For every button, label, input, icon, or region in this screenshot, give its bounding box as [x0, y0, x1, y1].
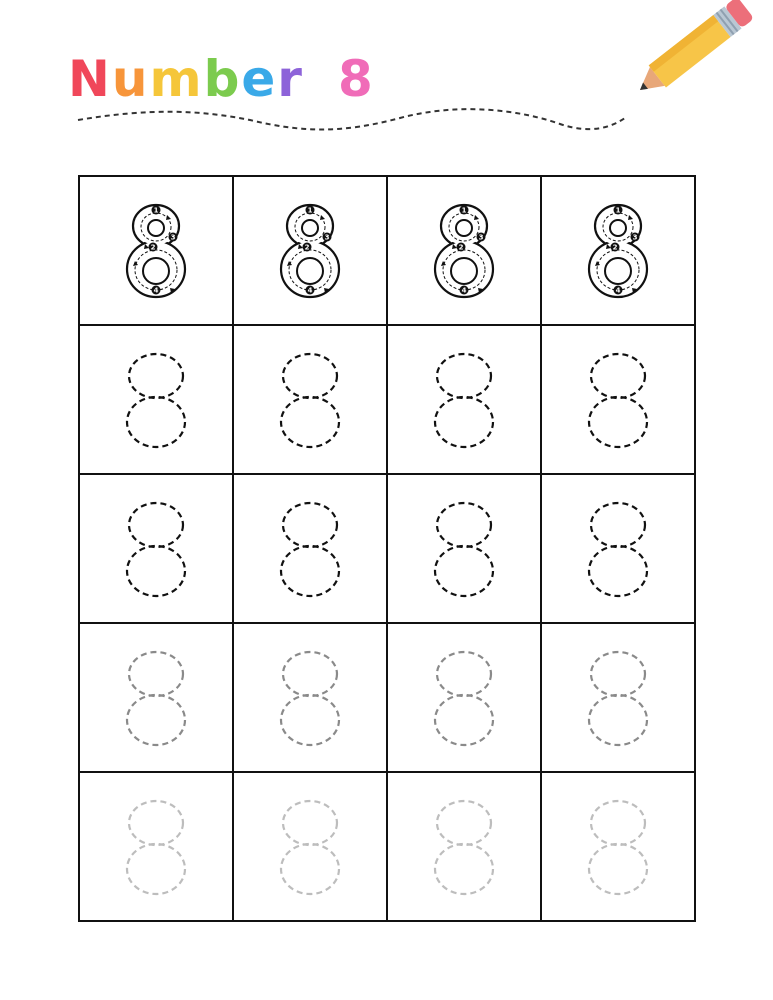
dashed-eight-tracing — [275, 499, 345, 599]
stroke-number-label: 3 — [170, 233, 176, 241]
eight-bottom-loop — [127, 397, 185, 447]
tracing-cell — [542, 177, 696, 326]
eight-top-loop — [437, 801, 491, 845]
dashed-eight-tracing — [429, 350, 499, 450]
tracing-cell — [234, 475, 388, 624]
eight-top-loop — [437, 652, 491, 696]
tracing-cell — [80, 773, 234, 922]
stroke-number-label: 4 — [615, 286, 621, 294]
title-number: 8 — [337, 50, 375, 108]
eight-top-loop — [129, 801, 183, 845]
eight-bottom-loop — [127, 546, 185, 596]
tracing-cell — [234, 624, 388, 773]
dashed-eight-tracing — [429, 797, 499, 897]
stroke-number-label: 2 — [304, 243, 310, 251]
stroke-number-label: 1 — [307, 206, 313, 214]
title-letter-m: m — [149, 50, 204, 108]
eight-bottom-loop — [589, 397, 647, 447]
eight-bottom-loop — [435, 546, 493, 596]
eight-top-loop — [437, 354, 491, 398]
dashed-eight-tracing — [583, 797, 653, 897]
eight-bottom-loop — [435, 844, 493, 894]
eight-bottom-loop — [281, 546, 339, 596]
tracing-cell — [234, 177, 388, 326]
eight-top-loop — [591, 801, 645, 845]
guide-eight-icon — [585, 201, 651, 301]
guide-eight-icon — [431, 201, 497, 301]
dashed-eight-tracing — [583, 499, 653, 599]
eight-bottom-loop — [589, 695, 647, 745]
eight-bottom-loop — [127, 695, 185, 745]
stroke-number-label: 4 — [307, 286, 313, 294]
title-letter-u: u — [111, 50, 150, 108]
tracing-cell — [80, 475, 234, 624]
eight-bottom-loop — [589, 546, 647, 596]
tracing-cell — [234, 326, 388, 475]
eight-top-loop — [129, 652, 183, 696]
tracing-cell — [542, 326, 696, 475]
title-letter-n: N — [68, 50, 112, 108]
eight-top-loop — [283, 354, 337, 398]
tracing-cell — [388, 326, 542, 475]
dashed-eight-tracing — [275, 797, 345, 897]
eight-bottom-loop — [281, 397, 339, 447]
stroke-number-label: 4 — [153, 286, 159, 294]
stroke-number-label: 1 — [615, 206, 621, 214]
guide-eight-icon — [123, 201, 189, 301]
dashed-eight-tracing — [121, 499, 191, 599]
eight-bottom-loop — [281, 844, 339, 894]
title-letter-e: e — [241, 50, 278, 108]
eight-bottom-loop — [435, 397, 493, 447]
eight-bottom-loop — [127, 844, 185, 894]
tracing-cell — [542, 773, 696, 922]
tracing-cell — [388, 773, 542, 922]
dashed-eight-tracing — [121, 350, 191, 450]
eight-top-loop — [129, 503, 183, 547]
tracing-cell — [234, 773, 388, 922]
tracing-cell — [80, 624, 234, 773]
tracing-cell — [388, 177, 542, 326]
dashed-eight-tracing — [275, 648, 345, 748]
eight-bottom-loop — [435, 695, 493, 745]
dashed-eight-tracing — [583, 350, 653, 450]
tracing-cell — [388, 624, 542, 773]
stroke-number-label: 1 — [153, 206, 159, 214]
stroke-number-label: 1 — [461, 206, 467, 214]
eight-top-loop — [591, 354, 645, 398]
dashed-eight-tracing — [429, 499, 499, 599]
tracing-cell — [80, 326, 234, 475]
stroke-number-label: 4 — [461, 286, 467, 294]
title-letter-r: r — [277, 50, 304, 108]
eight-bottom-loop — [281, 695, 339, 745]
dashed-eight-tracing — [121, 797, 191, 897]
tracing-cell — [80, 177, 234, 326]
page-title — [68, 44, 375, 114]
stroke-number-label: 3 — [478, 233, 484, 241]
dashed-eight-tracing — [275, 350, 345, 450]
eight-bottom-loop — [589, 844, 647, 894]
eight-top-loop — [129, 354, 183, 398]
dashed-eight-tracing — [429, 648, 499, 748]
dashed-eight-tracing — [583, 648, 653, 748]
dashed-eight-tracing — [121, 648, 191, 748]
eight-top-loop — [437, 503, 491, 547]
stroke-number-label: 2 — [458, 243, 464, 251]
stroke-number-label: 2 — [612, 243, 618, 251]
stroke-number-label: 3 — [324, 233, 330, 241]
title-letter-b: b — [203, 50, 242, 108]
eight-top-loop — [283, 503, 337, 547]
stroke-number-label: 2 — [150, 243, 156, 251]
eight-top-loop — [283, 652, 337, 696]
tracing-cell — [388, 475, 542, 624]
eight-top-loop — [283, 801, 337, 845]
tracing-grid — [78, 175, 696, 922]
stroke-number-label: 3 — [632, 233, 638, 241]
tracing-cell — [542, 475, 696, 624]
tracing-cell — [542, 624, 696, 773]
eight-top-loop — [591, 652, 645, 696]
pencil-icon — [631, 0, 754, 101]
eight-top-loop — [591, 503, 645, 547]
guide-eight-icon — [277, 201, 343, 301]
